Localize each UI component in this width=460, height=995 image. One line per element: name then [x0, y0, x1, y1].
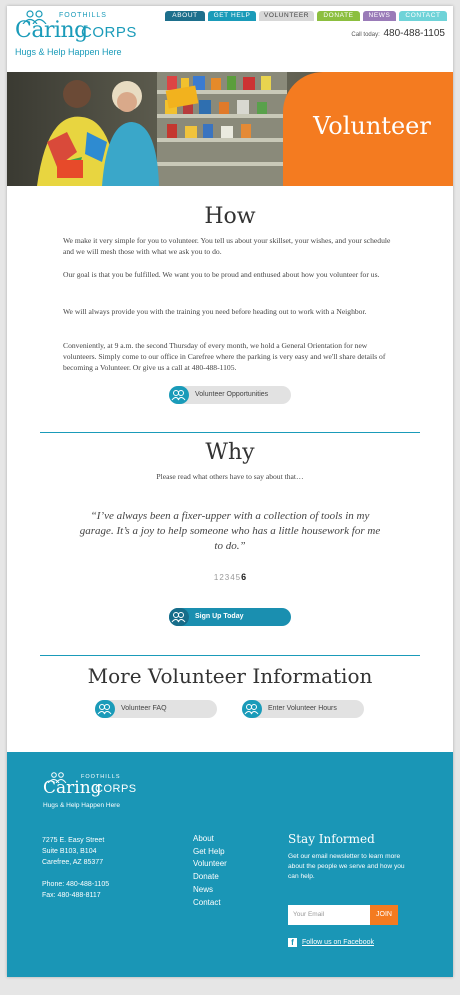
- footer-address: [42, 835, 104, 868]
- pager-page-1[interactable]: 1: [213, 573, 219, 582]
- logo-tagline: Hugs & Help Happen Here: [15, 47, 122, 57]
- footer-link-volunteer[interactable]: Volunteer: [193, 859, 227, 869]
- testimonial-quote: “I’ve always been a fixer-upper with a collection of tools in my garage. It’s a joy to help someone who has a little housework for me to do.”: [79, 510, 381, 552]
- footer-fax: Fax: 480-488-8117: [42, 892, 101, 899]
- stay-informed-title: Stay Informed: [288, 832, 375, 846]
- how-paragraph-3: We will always provide you with the training you need before heading out to work with a Neighbor.: [63, 307, 367, 316]
- call-today: [351, 28, 445, 39]
- nav-tab-about[interactable]: ABOUT: [165, 11, 205, 21]
- more-info-title: More Volunteer Information: [87, 664, 373, 688]
- people-icon: [242, 700, 262, 718]
- page: [7, 6, 453, 977]
- people-icon: [95, 700, 115, 718]
- call-number[interactable]: 480-488-1105: [383, 28, 445, 39]
- footer-link-about[interactable]: About: [193, 834, 214, 843]
- how-paragraph-4: Conveniently, at 9 a.m. the second Thursday of every month, we hold a General Orientation for new volunteers. Simply come to our office in Carefree where the parking is very easy and we'll share details of becoming a Volunteer. Or give us a call at 480-488-1105.: [63, 341, 386, 372]
- footer-logo-corps: CORPS: [95, 783, 137, 795]
- section-divider: [40, 432, 420, 433]
- nav-tab-contact[interactable]: CONTACT: [399, 11, 447, 21]
- newsletter-email-input[interactable]: Your Email: [288, 905, 370, 925]
- stay-informed-text: Get our email newsletter to learn more about the people we serve and how you can help.: [288, 853, 405, 880]
- sign-up-today-label: Sign Up Today: [195, 613, 244, 620]
- nav-tab-get-help[interactable]: GET HELP: [208, 11, 256, 21]
- pager-page-4[interactable]: 4: [230, 573, 235, 582]
- footer-logo-foothills: FOOTHILLS: [81, 774, 121, 780]
- footer-links: [193, 833, 227, 909]
- site-logo[interactable]: [15, 10, 135, 66]
- volunteer-faq-label: Volunteer FAQ: [121, 705, 167, 712]
- nav-tab-news[interactable]: NEWS: [363, 11, 396, 21]
- hero-banner: [7, 72, 453, 186]
- call-label: Call today:: [351, 32, 380, 38]
- pager-page-5[interactable]: 5: [235, 573, 241, 582]
- facebook-link[interactable]: [288, 938, 374, 947]
- logo-corps: CORPS: [81, 24, 137, 41]
- section-divider: [40, 655, 420, 656]
- footer-logo-caring: Caring: [43, 778, 102, 798]
- footer-logo[interactable]: [43, 772, 153, 818]
- footer-contact: [42, 879, 109, 901]
- main-nav: [165, 11, 447, 21]
- enter-volunteer-hours-button[interactable]: [242, 700, 364, 718]
- newsletter-join-button[interactable]: JOIN: [370, 905, 398, 925]
- logo-caring: Caring: [15, 18, 88, 43]
- footer-logo-tagline: Hugs & Help Happen Here: [43, 802, 120, 809]
- volunteer-faq-button[interactable]: [95, 700, 217, 718]
- footer-link-contact[interactable]: Contact: [193, 897, 221, 907]
- footer-phone[interactable]: Phone: 480-488-1105: [42, 881, 110, 888]
- why-subtitle: Please read what others have to say about that…: [156, 472, 304, 481]
- site-footer: [7, 752, 453, 977]
- nav-tab-volunteer[interactable]: VOLUNTEER: [259, 11, 314, 21]
- people-icon: [169, 608, 189, 626]
- footer-link-donate[interactable]: Donate: [193, 872, 219, 882]
- enter-volunteer-hours-label: Enter Volunteer Hours: [268, 705, 337, 712]
- how-title: How: [204, 204, 256, 229]
- sign-up-today-button[interactable]: [169, 608, 291, 626]
- volunteer-opportunities-label: Volunteer Opportunities: [195, 391, 269, 398]
- pager-page-6[interactable]: 6: [241, 572, 247, 582]
- nav-tab-donate[interactable]: DONATE: [317, 11, 360, 21]
- address-line-3: Carefree, AZ 85377: [42, 859, 104, 866]
- testimonial-pager: [7, 572, 453, 582]
- address-line-1: 7275 E. Easy Street: [42, 837, 105, 844]
- pager-page-2[interactable]: 2: [219, 573, 224, 582]
- how-paragraph-2: Our goal is that you be fulfilled. We want you to be proud and enthused about how you volunteer for us.: [63, 270, 380, 279]
- people-icon: [169, 386, 189, 404]
- hero-title: Volunteer: [313, 112, 431, 140]
- volunteer-opportunities-button[interactable]: [169, 386, 291, 404]
- footer-link-get-help[interactable]: Get Help: [193, 846, 225, 856]
- logo-foothills: FOOTHILLS: [59, 12, 107, 19]
- facebook-icon: f: [288, 938, 297, 947]
- facebook-link-label: Follow us on Facebook: [302, 939, 374, 946]
- address-line-2: Suite B103, B104: [42, 848, 97, 855]
- how-paragraph-1: We make it very simple for you to volunteer. You tell us about your skillset, your wishes, and your schedule and we will mesh those with what we ask you to do.: [63, 236, 391, 256]
- pager-page-3[interactable]: 3: [224, 573, 230, 582]
- why-title: Why: [205, 440, 255, 465]
- footer-link-news[interactable]: News: [193, 884, 214, 894]
